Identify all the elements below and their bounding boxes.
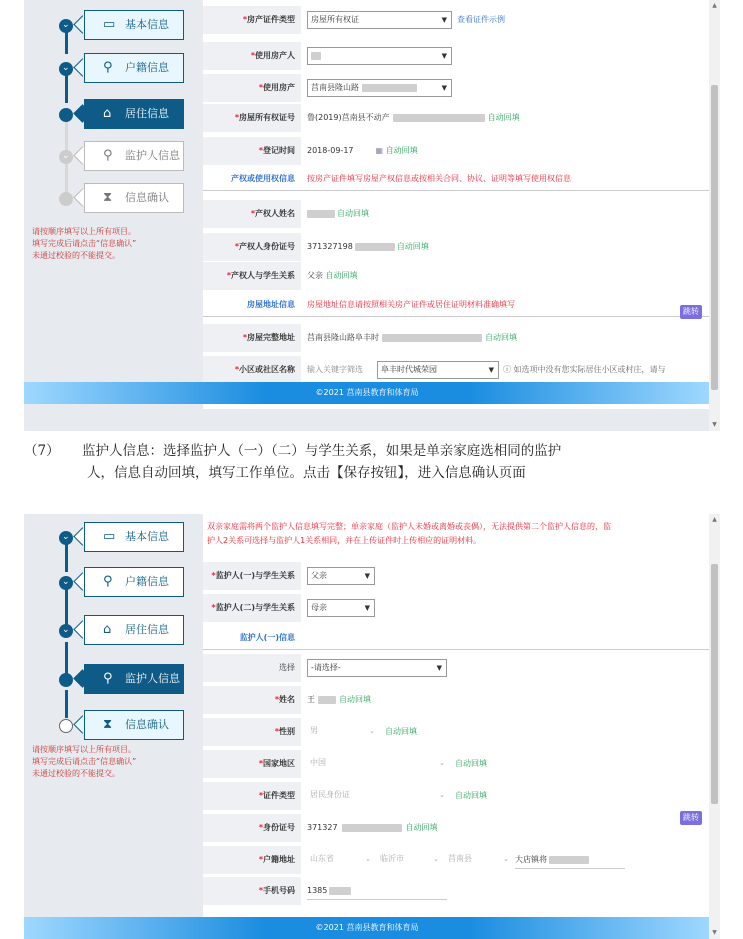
step-guardian-info[interactable] [24,664,202,696]
row-cert-type: *房产证件类型 房屋所有权证 ▼ 查看证件示例 [203,6,710,34]
row-reg-time: *登记时间 2018-09-17 ▦ 自动回填 [203,137,710,165]
province-select[interactable]: 山东省 ⌄ [307,851,375,869]
info-icon: ⓘ [503,365,511,374]
guardian1-relation-select[interactable]: 父亲 ▼ [307,567,375,585]
guardian-form [203,514,710,917]
scrollbar[interactable] [709,514,720,939]
scroll-up-icon[interactable]: ▲ [712,516,717,523]
row-community: *小区或社区名称 输入关键字筛选 阜丰时代城荣园 ▼ ⓘ 如选项中没有您实际居住小区或村庄，请与 [203,356,710,384]
chevron-down-icon: ▼ [364,604,370,612]
cert-no-value: 鲁(2019)莒南县不动产 自动回填 [307,113,520,122]
home-icon: ⌂ [103,622,112,637]
community-note: ⓘ 如选项中没有您实际居住小区或村庄，请与 [503,365,666,374]
chevron-down-icon: ▼ [441,16,447,24]
address-detail-input[interactable]: 大店镇将 [515,851,625,869]
instruction-caption: （7） 监护人信息：选择监护人（一）（二）与学生关系，如果是单亲家庭选相同的监护 人，信息自动回填，填写工作单位。点击【保存按钮】，进入信息确认页面 [24,443,562,481]
guardian-icon: ⚲ [103,671,113,686]
scrollbar[interactable] [709,0,720,431]
row-country: *国家地区 中国 ⌄ 自动回填 [203,750,710,778]
tab-residence-info[interactable]: ⌂ 居住信息 [84,615,184,645]
scroll-down-icon[interactable]: ▼ [712,929,717,936]
tab-hukou-info[interactable]: ⚲ 户籍信息 [84,567,184,597]
chevron-down-icon: ⌄ [62,532,70,542]
row-owner-id: *产权人身份证号 371327198 自动回填 [203,233,710,261]
row-address: *房屋完整地址 莒南县隆山路阜丰时 自动回填 [203,324,710,352]
view-cert-example-link[interactable]: 查看证件示例 [457,15,505,24]
scroll-up-icon[interactable]: ▲ [712,2,717,9]
owner-id-value: 371327198 自动回填 [307,242,429,251]
tab-confirm-info[interactable]: ⧗ 信息确认 [84,710,184,740]
cert-type-select[interactable]: 房屋所有权证 ▼ [307,11,452,29]
property-user-select[interactable] [307,47,452,65]
city-select[interactable]: 临沂市 ⌄ [377,851,443,869]
scroll-thumb[interactable] [711,85,718,390]
user-icon: ⚲ [103,574,113,589]
step-dot-active [59,108,73,122]
row-gender: *性别 男 ⌄ 自动回填 [203,718,710,746]
community-select[interactable]: 阜丰时代城荣园 ▼ [377,361,499,379]
guardian-choose-select[interactable]: -请选择- ▼ [307,659,447,677]
row-owner-relation: *产权人与学生关系 父亲 自动回填 [203,262,710,290]
row-owner-name: *产权人姓名 自动回填 [203,200,710,228]
step-confirm-info[interactable] [24,710,202,742]
id-type-select[interactable]: 居民身份证 ⌄ [307,787,449,805]
chevron-down-icon: ▼ [441,52,447,60]
step-sidebar [24,0,202,431]
section-property-rights: 产权或使用权信息 按房产证件填写房屋产权信息或按相关合同、协议、证明等填写使用权信息 [203,168,710,191]
guardian-icon: ⚲ [103,148,113,163]
chevron-down-icon: ▼ [364,572,370,580]
chevron-down-icon: ⌄ [439,791,445,799]
chevron-down-icon: ⌄ [369,727,375,735]
section-address: 房屋地址信息 房屋地址信息请按照相关房产证件或居住证明材料准确填写 [203,294,710,317]
calendar-icon: ▦ [375,146,384,155]
tab-guardian-info[interactable]: ⚲ 监护人信息 [84,664,184,694]
chevron-down-icon: ⌄ [62,63,70,73]
phone-input[interactable]: 1385 [307,882,447,900]
page-footer: ©2021 莒南县教育和体育局 [24,382,710,404]
jump-button[interactable]: 跳转 [680,811,702,825]
row-cert-no: *房屋所有权证号 鲁(2019)莒南县不动产 自动回填 [203,104,710,132]
tab-basic-info[interactable]: ▭ 基本信息 [84,522,184,552]
owner-name-value: 自动回填 [307,208,369,219]
jump-button[interactable]: 跳转 [680,305,702,319]
reg-time-value: 2018-09-17 ▦ 自动回填 [307,146,418,155]
row-guardian2-relation: *监护人(二)与学生关系 母亲 ▼ [203,594,710,622]
sidebar-tip: 请按顺序填写以上所有项目。 填写完成后请点击“信息确认” 未通过校验的不能提交。 [32,745,137,778]
country-select[interactable]: 中国 ⌄ [307,755,449,773]
sidebar-tip: 请按顺序填写以上所有项目。 填写完成后请点击“信息确认” 未通过校验的不能提交。 [32,227,137,260]
row-property-user: *使用房产人 ▼ [203,42,710,70]
id-no-value: 371327 自动回填 [307,823,438,832]
step-guardian-info[interactable] [24,141,202,173]
step-residence-info[interactable] [24,615,202,647]
chevron-down-icon: ▼ [436,664,442,672]
step-residence-info[interactable] [24,99,202,131]
scroll-down-icon[interactable]: ▼ [712,421,717,428]
row-guardian1-relation: *监护人(一)与学生关系 父亲 ▼ [203,562,710,590]
step-basic-info[interactable] [24,10,202,42]
form-icon: ▭ [103,17,116,32]
property-select[interactable]: 莒南县隆山路 ▼ [307,79,452,97]
screenshot-guardian-info [24,514,720,939]
step-basic-info[interactable] [24,522,202,554]
row-id-no: *身份证号 371327 自动回填 [203,814,710,842]
form-icon: ▭ [103,529,116,544]
row-name: *姓名 王 自动回填 [203,686,710,714]
community-filter-input[interactable]: 输入关键字筛选 [307,365,363,374]
guardian-name-value: 王 自动回填 [307,695,371,704]
hourglass-icon: ⧗ [103,717,113,732]
step-sidebar [24,514,202,939]
tab-basic-info[interactable]: ▭ 基本信息 [84,10,184,40]
chevron-down-icon: ⌄ [439,759,445,767]
chevron-down-icon: ⌄ [62,20,70,30]
chevron-down-icon: ▼ [441,84,447,92]
step-dot [59,19,73,33]
row-choose-guardian: 选择 -请选择- ▼ [203,654,710,682]
guardian2-relation-select[interactable]: 母亲 ▼ [307,599,375,617]
section-guardian1: 监护人(一)信息 [203,627,710,650]
tab-residence-info[interactable]: ⌂ 居住信息 [84,99,184,129]
row-phone: *手机号码 1385 [203,877,710,905]
address-value: 莒南县隆山路阜丰时 自动回填 [307,333,517,342]
page-footer: ©2021 莒南县教育和体育局 [24,917,710,939]
tab-hukou-info[interactable]: ⚲ 户籍信息 [84,53,184,83]
row-hukou-address: *户籍地址 山东省 ⌄ 临沂市 ⌄ 莒南县 ⌄ 大店镇将 [203,846,710,874]
user-icon: ⚲ [103,60,113,75]
row-property: *使用房产 莒南县隆山路 ▼ [203,74,710,102]
owner-relation-value: 父亲 自动回填 [307,271,358,280]
step-hukou-info[interactable] [24,53,202,85]
gender-select[interactable]: 男 ⌄ [307,723,379,741]
row-id-type: *证件类型 居民身份证 ⌄ 自动回填 [203,782,710,810]
step-hukou-info[interactable] [24,567,202,599]
county-select[interactable]: 莒南县 ⌄ [445,851,513,869]
chevron-down-icon: ⌄ [62,151,70,161]
residence-form [203,0,710,409]
scroll-thumb[interactable] [711,564,718,804]
tab-confirm-info[interactable]: ⧗ 信息确认 [84,183,184,213]
chevron-down-icon: ⌄ [62,625,70,635]
home-icon: ⌂ [103,106,112,121]
chevron-down-icon: ▼ [488,366,494,374]
step-confirm-info[interactable] [24,183,202,215]
hourglass-icon: ⧗ [103,190,113,205]
guardian-notice: 双亲家庭需将两个监护人信息填写完整；单亲家庭（监护人未婚或离婚或丧偶），无法提供第二个监护人信息的，监 护人2关系可选择与监护人1关系相同，并在上传证件时上传相应的证明材料。 [207,522,611,545]
tab-guardian-info[interactable]: ⚲ 监护人信息 [84,141,184,171]
screenshot-residence-info [24,0,720,431]
chevron-down-icon: ⌄ [62,577,70,587]
